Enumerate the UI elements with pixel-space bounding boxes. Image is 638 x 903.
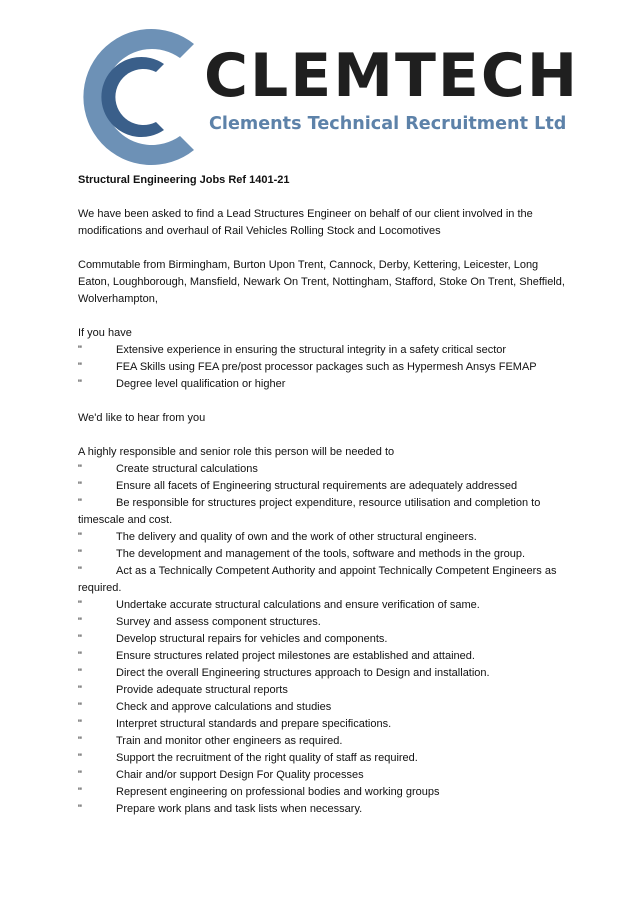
duty-item-text: Provide adequate structural reports — [116, 684, 288, 696]
bullet-mark: " — [78, 599, 82, 611]
bullet-mark: " — [78, 667, 82, 679]
duty-item — [78, 529, 566, 546]
duty-item — [78, 597, 566, 614]
duty-item-text: Be responsible for structures project expenditure, resource utilisation and completion to timescale and cost. — [78, 497, 541, 526]
duty-item-text: Prepare work plans and task lists when necessary. — [116, 803, 363, 815]
company-logo — [76, 22, 580, 172]
duty-item-text: Act as a Technically Competent Authority and appoint Technically Competent Engineers as required. — [78, 565, 557, 594]
duty-item-text: Survey and assess component structures. — [116, 616, 321, 628]
duty-item — [78, 614, 566, 631]
duty-item-text: Ensure all facets of Engineering structural requirements are adequately addressed — [116, 480, 518, 492]
requirement-item-text: Extensive experience in ensuring the structural integrity in a safety critical sector — [116, 344, 507, 356]
bullet-mark: " — [78, 769, 82, 781]
bullet-mark: " — [78, 344, 82, 356]
duty-item-text: Train and monitor other engineers as required. — [116, 735, 343, 747]
duty-item — [78, 682, 566, 699]
duty-item — [78, 716, 566, 733]
if-you-have-label: If you have — [78, 327, 132, 339]
requirement-item-text: Degree level qualification or higher — [116, 378, 286, 390]
bullet-mark: " — [78, 497, 82, 509]
bullet-mark: " — [78, 684, 82, 696]
bullet-mark: " — [78, 565, 82, 577]
bullet-mark: " — [78, 616, 82, 628]
requirement-item — [78, 376, 566, 393]
requirement-item — [78, 359, 566, 376]
duty-item — [78, 733, 566, 750]
duty-item-text: Ensure structures related project milestones are established and attained. — [116, 650, 475, 662]
duty-item — [78, 563, 566, 597]
duty-item-text: Check and approve calculations and studies — [116, 701, 332, 713]
commutable-paragraph: Commutable from Birmingham, Burton Upon Trent, Cannock, Derby, Kettering, Leicester, Long Eaton, Loughborough, Mansfield, Newark On Trent, Nottingham, Stafford, Stoke On Trent, Sheffield, Wolverhampton, — [78, 259, 565, 305]
intro-paragraph: We have been asked to find a Lead Structures Engineer on behalf of our client involved in the modifications and overhaul of Rail Vehicles Rolling Stock and Locomotives — [78, 208, 533, 237]
bullet-mark: " — [78, 701, 82, 713]
bullet-mark: " — [78, 786, 82, 798]
duty-item-text: Chair and/or support Design For Quality processes — [116, 769, 364, 781]
duty-item-text: Undertake accurate structural calculations and ensure verification of same. — [116, 599, 480, 611]
duty-item-text: The delivery and quality of own and the work of other structural engineers. — [116, 531, 477, 543]
bullet-mark: " — [78, 633, 82, 645]
duty-item — [78, 495, 566, 529]
duty-item-text: Represent engineering on professional bodies and working groups — [116, 786, 440, 798]
bullet-mark: " — [78, 480, 82, 492]
duties-list — [78, 461, 566, 818]
duty-item — [78, 648, 566, 665]
duty-item-text: The development and management of the tools, software and methods in the group. — [116, 548, 526, 560]
duty-item-text: Develop structural repairs for vehicles and components. — [116, 633, 388, 645]
bullet-mark: " — [78, 803, 82, 815]
duty-item-text: Direct the overall Engineering structures approach to Design and installation. — [116, 667, 490, 679]
bullet-mark: " — [78, 650, 82, 662]
bullet-mark: " — [78, 531, 82, 543]
duty-item — [78, 461, 566, 478]
requirements-list — [78, 342, 566, 393]
job-title: Structural Engineering Jobs Ref 1401-21 — [78, 174, 290, 186]
bullet-mark: " — [78, 752, 82, 764]
duty-item — [78, 750, 566, 767]
duty-item-text: Support the recruitment of the right quality of staff as required. — [116, 752, 418, 764]
duty-item — [78, 478, 566, 495]
duty-item — [78, 699, 566, 716]
duty-item — [78, 665, 566, 682]
requirement-item — [78, 342, 566, 359]
duty-item-text: Create structural calculations — [116, 463, 258, 475]
bullet-mark: " — [78, 378, 82, 390]
logo-subtitle: Clements Technical Recruitment Ltd — [209, 114, 567, 134]
document-body — [78, 172, 566, 818]
bullet-mark: " — [78, 735, 82, 747]
requirement-item-text: FEA Skills using FEA pre/post processor packages such as Hypermesh Ansys FEMAP — [116, 361, 537, 373]
duty-item — [78, 801, 566, 818]
duty-item — [78, 767, 566, 784]
duty-item — [78, 546, 566, 563]
hear-from-you: We'd like to hear from you — [78, 412, 206, 424]
logo-wordmark: CLEMTECH — [204, 41, 580, 111]
bullet-mark: " — [78, 548, 82, 560]
bullet-mark: " — [78, 463, 82, 475]
bullet-mark: " — [78, 718, 82, 730]
duty-item — [78, 784, 566, 801]
duty-item-text: Interpret structural standards and prepare specifications. — [116, 718, 392, 730]
bullet-mark: " — [78, 361, 82, 373]
role-intro: A highly responsible and senior role this person will be needed to — [78, 446, 395, 458]
duty-item — [78, 631, 566, 648]
